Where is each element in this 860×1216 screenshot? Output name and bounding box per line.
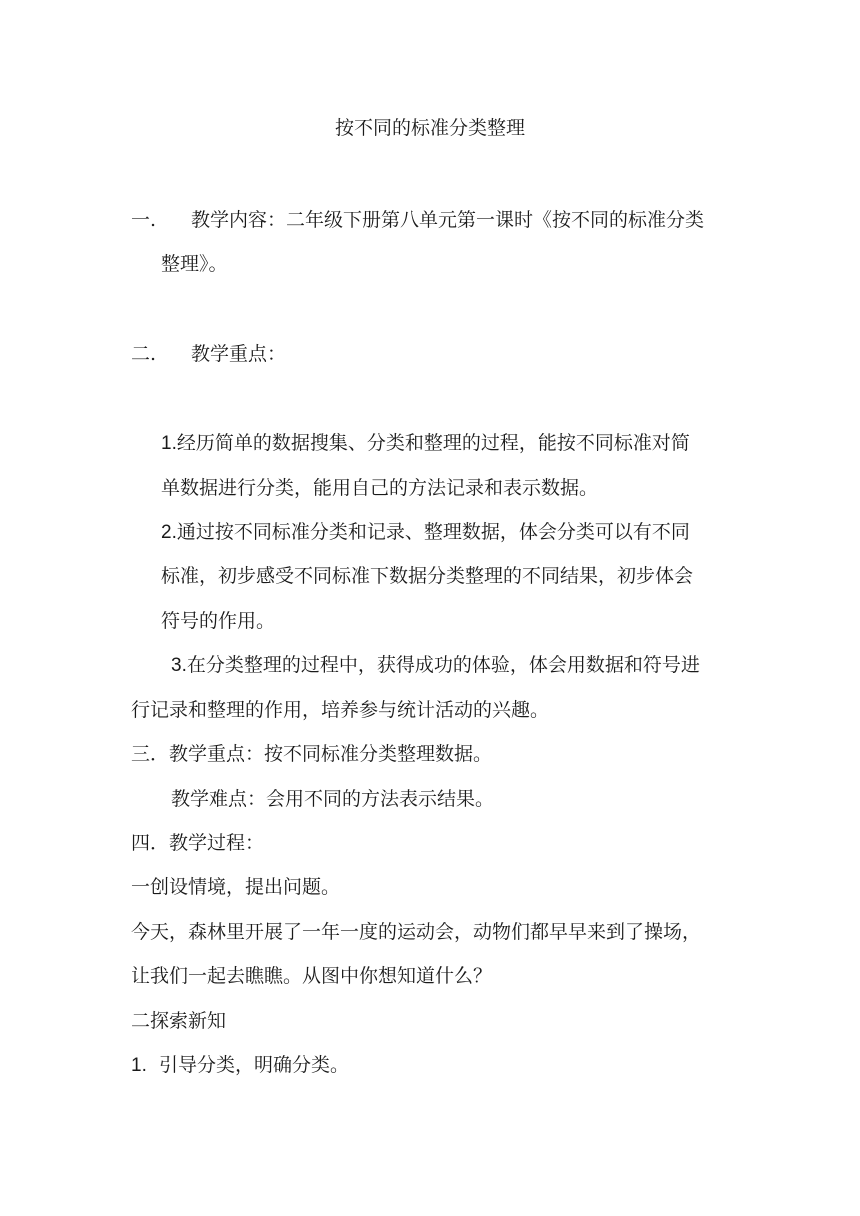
goal-2-line-2: 标准，初步感受不同标准下数据分类整理的不同结果，初步体会 (161, 565, 694, 587)
item-1-text: 引导分类，明确分类。 (158, 1054, 349, 1076)
section-4-step-2: 二探索新知 (131, 1010, 227, 1032)
section-4-heading: 四．教学过程： (131, 832, 265, 854)
goal-1-line-2: 单数据进行分类，能用自己的方法记录和表示数据。 (161, 477, 599, 499)
goal-3-line-1 (171, 652, 700, 679)
goal-1-line-1 (161, 430, 690, 457)
section-4-paragraph-line-2: 让我们一起去瞧瞧。从图中你想知道什么？ (131, 965, 493, 987)
section-1-line-1: 教学内容：二年级下册第八单元第一课时《按不同的标准分类 (191, 209, 705, 231)
section-4-step-1: 一创设情境，提出问题。 (131, 876, 341, 898)
goal-1-number: 1. (161, 433, 177, 454)
goal-3-number: 3. (171, 655, 187, 676)
goal-2-line-1 (161, 519, 690, 546)
section-2-heading: 教学重点： (191, 343, 287, 365)
goal-1-text-1: 经历简单的数据搜集、分类和整理的过程，能按不同标准对简 (176, 432, 690, 454)
goal-2-number: 2. (161, 522, 177, 543)
section-1-marker: 一. (131, 209, 157, 231)
section-3-line-1: 三．教学重点：按不同标准分类整理数据。 (131, 743, 493, 765)
goal-2-text-1: 通过按不同标准分类和记录、整理数据，体会分类可以有不同 (176, 521, 690, 543)
goal-2-line-3: 符号的作用。 (161, 610, 276, 632)
page-title: 按不同的标准分类整理 (334, 117, 525, 139)
goal-3-text-1: 在分类整理的过程中，获得成功的体验，体会用数据和符号进 (186, 654, 700, 676)
goal-3-line-2: 行记录和整理的作用，培养参与统计活动的兴趣。 (131, 699, 550, 721)
section-2-marker: 二. (131, 343, 157, 365)
section-4-paragraph-line-1: 今天，森林里开展了一年一度的运动会，动物们都早早来到了操场， (131, 921, 702, 943)
section-4-item-1 (131, 1052, 349, 1079)
section-1-line-2: 整理》。 (161, 253, 228, 275)
item-1-number: 1. (131, 1055, 147, 1076)
section-3-line-2: 教学难点：会用不同的方法表示结果。 (171, 788, 495, 810)
